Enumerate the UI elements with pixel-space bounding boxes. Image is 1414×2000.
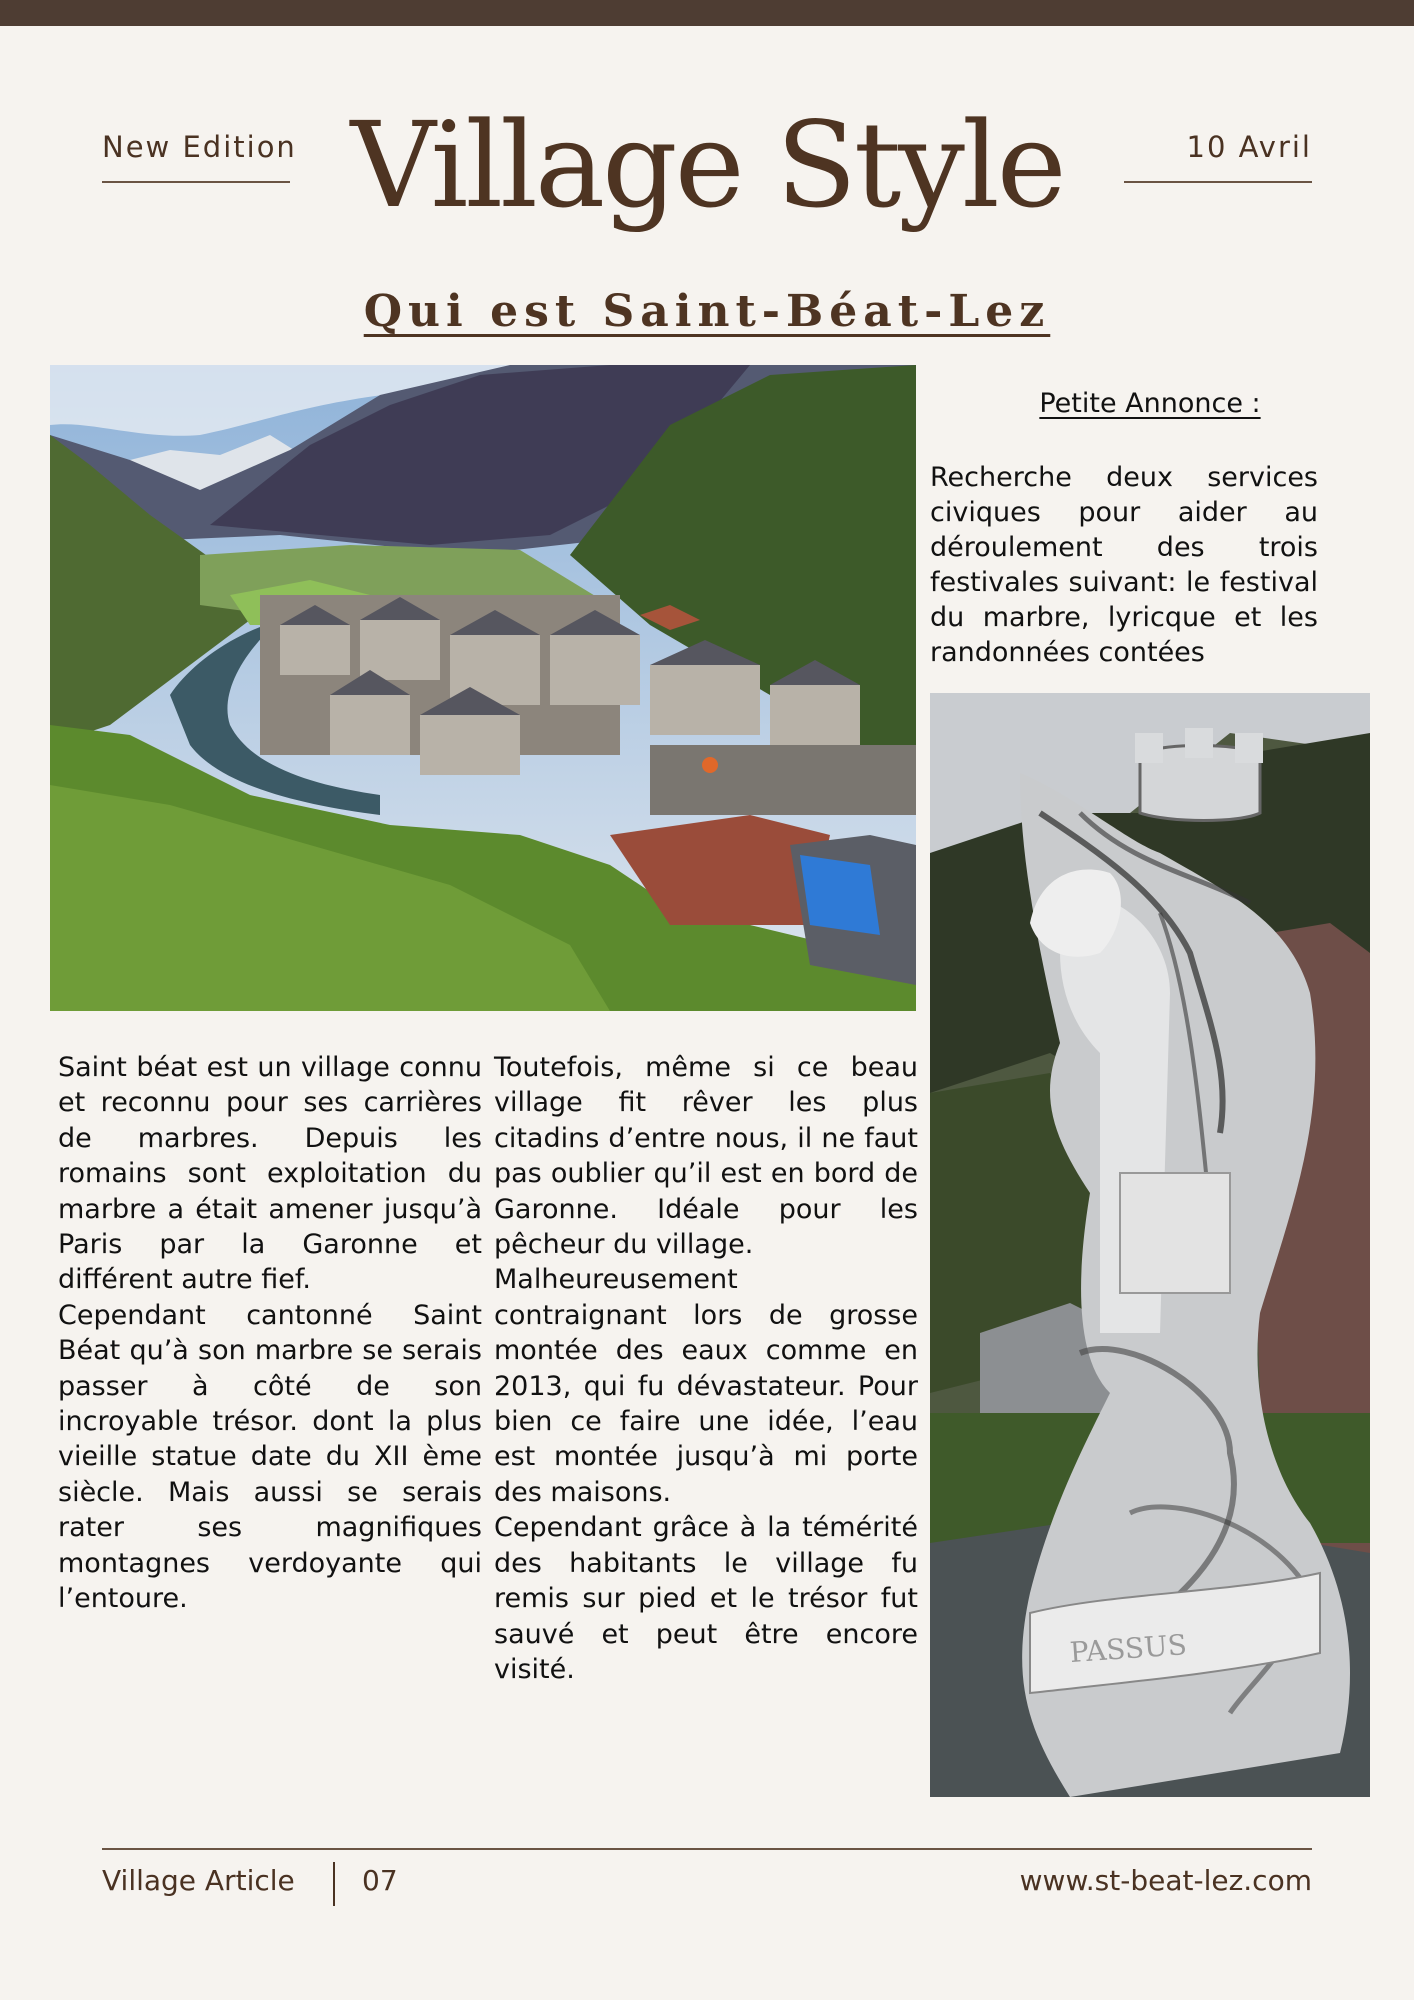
annonce-title: Petite Annonce : [1039, 388, 1261, 419]
village-photo [50, 365, 916, 1011]
footer-separator [333, 1862, 335, 1906]
date-label: 10 Avril [1186, 130, 1312, 164]
column-2-paragraph: Malheureusement contraignant lors de grosse montée des eaux comme en 2013, qui fu dévastateur. Pour bien ce faire une idée, l’eau est montée jusqu’à mi porte des maisons. [494, 1264, 918, 1508]
column-1-paragraph: Cependant cantonné Saint Béat qu’à son marbre se serais passer à côté de son incroyable trésor. dont la plus vieille statue date du XII ème siècle. Mais aussi se serais rater ses magnifiques montagnes verdoyante qui l’entoure. [58, 1299, 482, 1615]
article-column-2 [494, 1050, 918, 1687]
footer-page-number: 07 [362, 1864, 398, 1897]
column-2-paragraph: Cependant grâce à la témérité des habitants le village fu remis sur pied et le trésor fut sauvé et peut être encore visité. [494, 1512, 918, 1685]
edition-label: New Edition [102, 130, 297, 164]
annonce-body: Recherche deux services civiques pour aider au déroulement des trois festivales suivant: le festival du marbre, lyricque et les randonnées contées [930, 462, 1318, 668]
article-headline: Qui est Saint-Béat-Lez [363, 286, 1051, 337]
footer-rule [102, 1848, 1312, 1850]
top-bar [0, 0, 1414, 26]
statue-inscription: PASSUS [1068, 1628, 1188, 1670]
article-column-1 [58, 1050, 482, 1617]
footer-section-label: Village Article [102, 1864, 295, 1897]
column-1-paragraph: Saint béat est un village connu et reconnu pour ses carrières de marbres. Depuis les romains sont exploitation du marbre a était amener jusqu’à Paris par la Garonne et différent autre fief. [58, 1052, 482, 1296]
statue-photo [930, 693, 1370, 1797]
column-2-paragraph: Toutefois, même si ce beau village fit rêver les plus citadins d’entre nous, il ne faut pas oublier qu’il est en bord de Garonne. Idéale pour les pêcheur du village. [494, 1052, 918, 1261]
date-underline [1124, 181, 1312, 183]
edition-underline [102, 181, 290, 183]
footer-website-link[interactable]: www.st-beat-lez.com [1019, 1864, 1312, 1897]
masthead-title: Village Style [350, 96, 1064, 234]
